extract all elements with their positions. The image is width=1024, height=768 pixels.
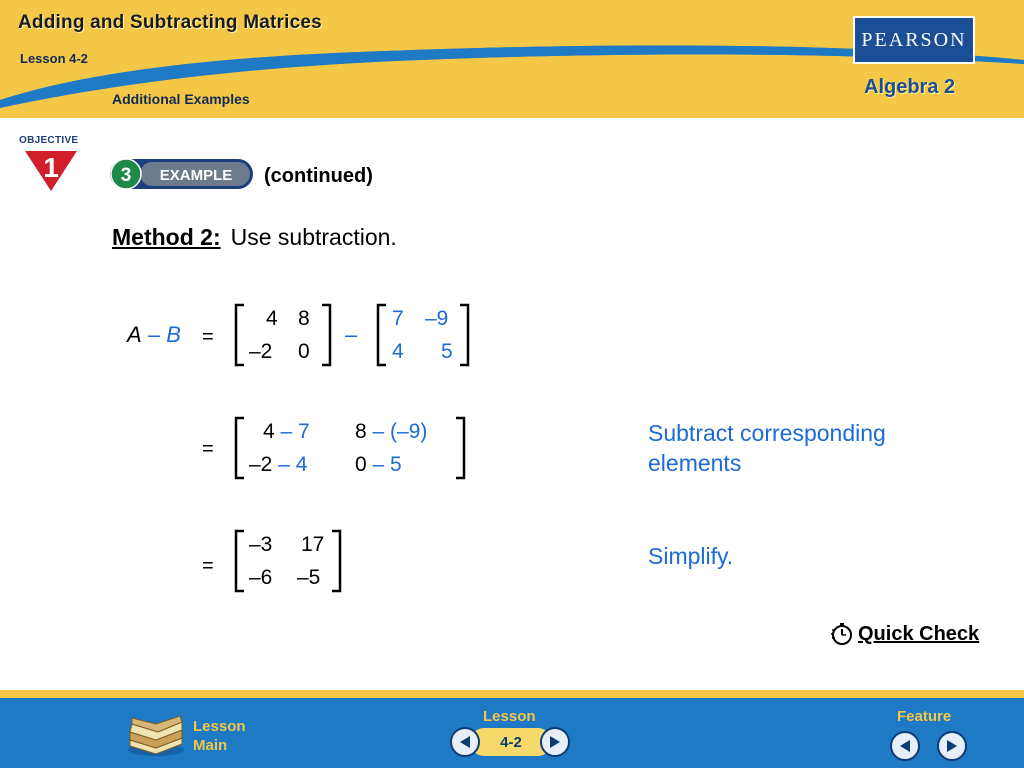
result-r2c1: –6 xyxy=(249,566,273,589)
diff-r2c1 xyxy=(249,453,307,477)
objective-triangle-icon xyxy=(25,149,77,193)
result-r2c2: –5 xyxy=(297,566,321,589)
diff-r2c1-a: –2 xyxy=(249,453,273,476)
header-bar xyxy=(0,0,1024,118)
expression-lhs xyxy=(127,322,181,348)
matrix-a-r1c1: 4 xyxy=(266,307,278,330)
matrix-a-r2c2: 0 xyxy=(298,340,310,363)
equals-sign-1: = xyxy=(202,326,214,348)
diff-r2c2 xyxy=(355,453,402,477)
lesson-number-badge: 4-2 xyxy=(470,728,552,756)
books-icon[interactable] xyxy=(126,714,186,758)
example-number: 3 xyxy=(120,165,132,186)
matrix-b-r2c1: 4 xyxy=(392,340,404,363)
diff-r2c2-b: – 5 xyxy=(372,453,402,476)
example-badge xyxy=(110,158,254,190)
lesson-tag: Lesson 4-2 xyxy=(20,51,88,66)
quick-check-label[interactable]: Quick Check xyxy=(858,622,980,645)
arrow-right-icon xyxy=(945,739,959,753)
method-text: Use subtraction. xyxy=(230,224,397,250)
var-a: A xyxy=(127,322,142,347)
diff-r2c1-b: – 4 xyxy=(278,453,308,476)
note-subtract-line1: Subtract corresponding xyxy=(648,420,886,446)
lesson-nav-label: Lesson xyxy=(483,708,536,725)
objective-label: OBJECTIVE xyxy=(19,135,79,146)
method-title: Method 2: xyxy=(112,224,221,250)
var-b: B xyxy=(166,322,181,347)
diff-r1c1-b: – 7 xyxy=(280,420,310,443)
feature-next-button[interactable] xyxy=(937,731,967,761)
matrix-a-r2c1: –2 xyxy=(249,340,273,363)
note-subtract-line2: elements xyxy=(648,450,742,476)
diff-r1c2-b: – (–9) xyxy=(372,420,428,443)
feature-prev-button[interactable] xyxy=(890,731,920,761)
diff-r2c2-a: 0 xyxy=(355,453,367,476)
diff-r1c2 xyxy=(355,420,427,444)
quick-check-link[interactable] xyxy=(830,622,979,646)
objective-number: 1 xyxy=(43,152,59,183)
matrix-b-r2c2: 5 xyxy=(441,340,453,363)
continued-label: (continued) xyxy=(264,165,373,187)
diff-r1c2-a: 8 xyxy=(355,420,367,443)
minus-sign: – xyxy=(147,322,161,347)
lesson-next-button[interactable] xyxy=(540,727,570,757)
example-label: EXAMPLE xyxy=(159,167,233,184)
lesson-main-line2[interactable]: Main xyxy=(193,737,228,754)
lesson-main-link[interactable] xyxy=(193,717,246,755)
arrow-right-icon xyxy=(548,735,562,749)
result-r1c2: 17 xyxy=(301,533,325,556)
diff-r1c1 xyxy=(263,420,310,444)
feature-nav-label: Feature xyxy=(897,708,952,725)
diff-r1c1-a: 4 xyxy=(263,420,275,443)
operator-minus: – xyxy=(345,322,358,347)
matrix-b-brackets xyxy=(376,303,472,367)
lesson-title: Adding and Subtracting Matrices xyxy=(18,12,322,33)
section-label: Additional Examples xyxy=(112,91,250,107)
objective-badge xyxy=(19,135,89,183)
arrow-left-icon xyxy=(898,739,912,753)
note-subtract xyxy=(648,418,886,478)
matrix-b-r1c1: 7 xyxy=(392,307,404,330)
matrix-a-r1c2: 8 xyxy=(298,307,310,330)
footer-stripe xyxy=(0,690,1024,698)
matrix-b-r1c2: –9 xyxy=(425,307,449,330)
note-simplify: Simplify. xyxy=(648,543,734,569)
equals-sign-3: = xyxy=(202,555,214,577)
lesson-main-line1[interactable]: Lesson xyxy=(193,718,246,735)
lesson-prev-button[interactable] xyxy=(450,727,480,757)
equals-sign-2: = xyxy=(202,438,214,460)
method-heading xyxy=(112,224,397,251)
arrow-left-icon xyxy=(458,735,472,749)
publisher-logo: PEARSON xyxy=(853,16,975,64)
course-title: Algebra 2 xyxy=(864,76,956,98)
result-r1c1: –3 xyxy=(249,533,273,556)
stopwatch-icon xyxy=(830,622,854,646)
